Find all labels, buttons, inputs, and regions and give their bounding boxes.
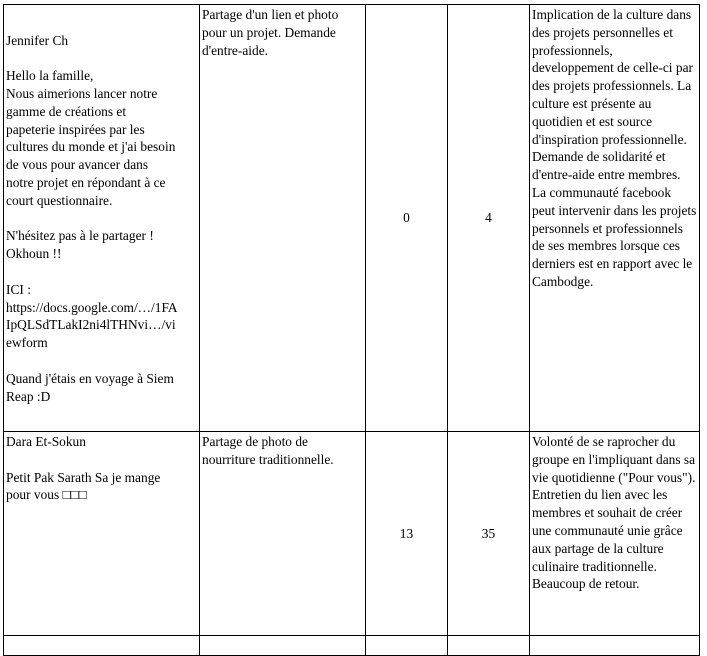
count-b-cell xyxy=(448,5,530,432)
post-type-cell xyxy=(200,432,366,636)
post-line: papeterie inspirées par les xyxy=(6,121,145,137)
post-line: Quand j'étais en voyage à Siem xyxy=(6,370,174,386)
count-a-value: 0 xyxy=(403,210,410,226)
analysis-cell xyxy=(530,5,700,432)
post-type-text: Partage d'un lien et photo pour un projet. Demande d'entre-aide. xyxy=(202,7,339,58)
count-a-cell xyxy=(366,5,448,432)
post-line: pour vous □□□ xyxy=(6,487,87,503)
post-line: gamme de créations et xyxy=(6,103,127,119)
count-b-value: 4 xyxy=(485,210,492,226)
post-link-line: ewform xyxy=(6,335,48,351)
analysis-cell xyxy=(530,432,700,636)
count-b-value: 35 xyxy=(481,525,496,541)
post-cell xyxy=(4,5,200,432)
post-blank-line xyxy=(6,263,197,281)
post-line: court questionnaire. xyxy=(6,192,113,208)
post-link-line: IpQLSdTLakI2ni4lTHNvi…/vi xyxy=(6,317,176,333)
post-line: Nous aimerions lancer notre xyxy=(6,86,158,102)
post-line: Dara Et-Sokun xyxy=(6,434,86,449)
count-a-cell xyxy=(366,432,448,636)
count-a-value: 13 xyxy=(399,525,414,541)
post-line: Reap :D xyxy=(6,388,51,404)
table-row xyxy=(4,5,700,432)
analysis-text: Volonté de se raprocher du groupe en l'impliquant dans sa vie quotidienne ("Pour vous"). Entretien du lien avec les membres et souhait de créer une communauté unie grâce aux partage de la culture culinaire traditionnelle. Beaucoup de retour. xyxy=(532,434,696,592)
post-line: Okhoun !! xyxy=(6,246,62,262)
post-blank-line xyxy=(6,451,197,469)
post-blank-line xyxy=(6,210,197,228)
posts-analysis-table xyxy=(3,4,700,656)
post-cell xyxy=(4,432,200,636)
post-line: Petit Pak Sarath Sa je mange xyxy=(6,469,161,485)
post-line: N'hésitez pas à le partager ! xyxy=(6,228,154,244)
analysis-text: Implication de la culture dans des projets personnelles et professionnels, developpement de celle-ci par des projets professionnels. La culture est présente au quotidien et est source d'inspiration professionnelle. Demande de solidarité et d'entre-aide entre membres. La communauté facebook peut intervenir dans les projets personnels et professionnels de ses membres lorsque ces derniers est en rapport avec le Cambodge. xyxy=(532,7,697,289)
post-line: ICI : xyxy=(6,281,31,297)
post-text xyxy=(6,32,197,406)
post-link-line: https://docs.google.com/…/1FA xyxy=(6,299,178,315)
post-type-text: Partage de photo de nourriture traditionnelle. xyxy=(202,434,334,467)
post-blank-line xyxy=(6,49,197,67)
post-text xyxy=(6,433,197,504)
post-line: cultures du monde et j'ai besoin xyxy=(6,139,176,155)
table-row xyxy=(4,432,700,636)
post-line: notre projet en répondant à ce xyxy=(6,175,166,190)
post-line: Hello la famille, xyxy=(6,68,94,84)
post-line: Jennifer Ch xyxy=(6,32,69,48)
post-line: de vous pour avancer dans xyxy=(6,157,149,173)
post-type-cell xyxy=(200,5,366,432)
count-b-cell xyxy=(448,432,530,636)
post-blank-line xyxy=(6,352,197,370)
